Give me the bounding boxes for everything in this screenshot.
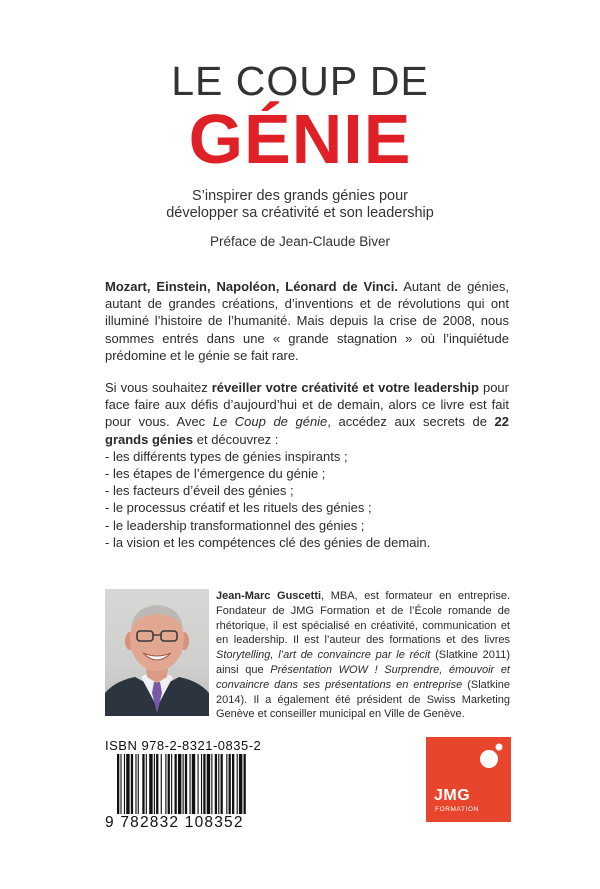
p2-genius-count: 22 grands génies — [105, 414, 509, 447]
p2-text-mid2: , accédez aux secrets de — [327, 414, 495, 430]
p1-text: Autant de génies, autant de grandes créations, d’inventions et de révolutions qui ont illuminé l’histoire de l’humanité. Mais depuis la crise de 2008, nous sommes entrés dans une « grande stagnation » où l’inquiétude prédomine et le génie se fait rare. — [105, 279, 509, 363]
author-bio-text: , MBA, est formateur en entreprise. Fondateur de JMG Formation et de l’École romande de rhétorique, il est spécialisé en créativité, communication et en leadership. Il est l’auteur des formations et des livres — [216, 590, 511, 647]
barcode-bars — [113, 754, 283, 816]
publisher-logo — [426, 737, 511, 822]
isbn-barcode — [105, 738, 285, 836]
p2-book-title: Le Coup de génie — [212, 414, 328, 430]
genius-names: Mozart, Einstein, Napoléon, Léonard de Vinci. — [105, 279, 398, 294]
book-subtitle — [0, 188, 600, 222]
author-name: Jean-Marc Guscetti — [216, 590, 322, 602]
author-bio-text: (Slatkine 2014). Il a également été président de Swiss Marketing Genève et conseiller municipal en Ville de Genève. — [216, 678, 511, 721]
blurb-paragraph-2 — [105, 379, 509, 551]
list-item: - le leadership transformationnel des génies ; — [105, 517, 365, 533]
author-bio — [216, 589, 510, 722]
topics-list — [105, 448, 509, 551]
blurb-paragraph-1 — [105, 278, 509, 364]
subtitle-line1: S’inspirer des grands génies pour — [191, 188, 408, 204]
p2-text-start: Si vous souhaitez — [105, 380, 212, 395]
author-book-2: Présentation WOW ! Surprendre, émouvoir et convaincre dans ses présentations en entreprise — [216, 663, 510, 691]
preface-credit: Préface de Jean-Claude Biver — [209, 234, 391, 249]
author-photo — [105, 589, 209, 716]
list-item: - les étapes de l’émergence du génie ; — [105, 466, 326, 482]
list-item: - la vision et les compétences clé des génies de demain. — [105, 534, 431, 550]
list-item: - les facteurs d’éveil des génies ; — [105, 483, 294, 499]
author-book-1: Storytelling, l’art de convaincre par le récit — [216, 649, 431, 662]
list-item: - le processus créatif et les rituels des génies ; — [105, 500, 372, 516]
barcode-digits: 9 782832 108352 — [105, 814, 244, 831]
publisher-name: JMG — [434, 787, 471, 804]
isbn-label: ISBN 978-2-8321-0835-2 — [105, 738, 262, 753]
p2-bold-phrase: réveiller votre créativité et votre leadership — [211, 380, 479, 395]
list-item: - les différents types de génies inspirants ; — [105, 448, 348, 464]
book-title-line1: LE COUP DE — [171, 58, 429, 104]
book-title-line2: GÉNIE — [188, 100, 412, 178]
author-bio-text: (Slatkine 2011) ainsi que — [216, 649, 510, 676]
p2-text-mid: pour face faire aux défis d’aujourd’hui et de demain, alors ce livre est fait pour vous. Avec — [105, 380, 509, 430]
p2-text-end: et découvrez : — [193, 431, 279, 447]
subtitle-line2: développer sa créativité et son leadership — [166, 205, 434, 221]
publisher-tagline: FORMATION — [435, 806, 479, 813]
